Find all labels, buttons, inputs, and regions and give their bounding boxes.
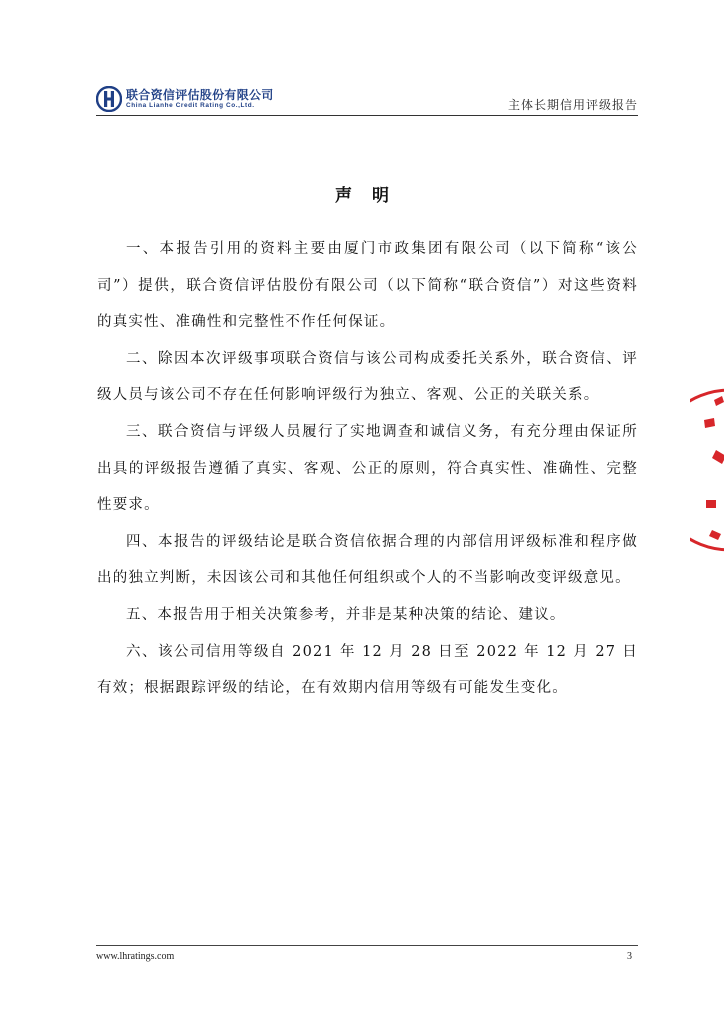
company-name-en: China Lianhe Credit Rating Co.,Ltd. <box>126 102 255 109</box>
statement-body <box>97 231 638 707</box>
company-name-cn: 联合资信评估股份有限公司 <box>126 88 274 102</box>
statement-paragraph-5: 五、本报告用于相关决策参考，并非是某种决策的结论、建议。 <box>126 606 566 623</box>
footer-url[interactable]: www.lhratings.com <box>96 951 175 962</box>
lianhe-logo-icon <box>96 86 122 112</box>
page-header <box>96 82 638 122</box>
company-seal-icon <box>690 380 724 560</box>
statement-paragraph-4: 四、本报告的评级结论是联合资信依据合理的内部信用评级标准和程序做出的独立判断，未因该公司和其他任何组织或个人的不当影响改变评级意见。 <box>97 533 638 587</box>
page-number: 3 <box>627 951 632 962</box>
page-title: 声明 <box>335 186 409 206</box>
statement-paragraph-3: 三、联合资信与评级人员履行了实地调查和诚信义务，有充分理由保证所出具的评级报告遵循了真实、客观、公正的原则，符合真实性、准确性、完整性要求。 <box>97 423 638 514</box>
footer-divider <box>96 945 638 946</box>
statement-paragraph-2: 二、除因本次评级事项联合资信与该公司构成委托关系外，联合资信、评级人员与该公司不存在任何影响评级行为独立、客观、公正的关联关系。 <box>97 350 638 404</box>
statement-paragraph-1: 一、本报告引用的资料主要由厦门市政集团有限公司（以下简称“该公司”）提供，联合资信评估股份有限公司（以下简称“联合资信”）对这些资料的真实性、准确性和完整性不作任何保证。 <box>97 241 638 331</box>
header-divider <box>96 115 638 116</box>
document-type: 主体长期信用评级报告 <box>507 98 638 112</box>
statement-paragraph-6: 六、该公司信用等级自 2021 年 12 月 28 日至 2022 年 12 月 27 日有效；根据跟踪评级的结论，在有效期内信用等级有可能发生变化。 <box>97 643 638 697</box>
